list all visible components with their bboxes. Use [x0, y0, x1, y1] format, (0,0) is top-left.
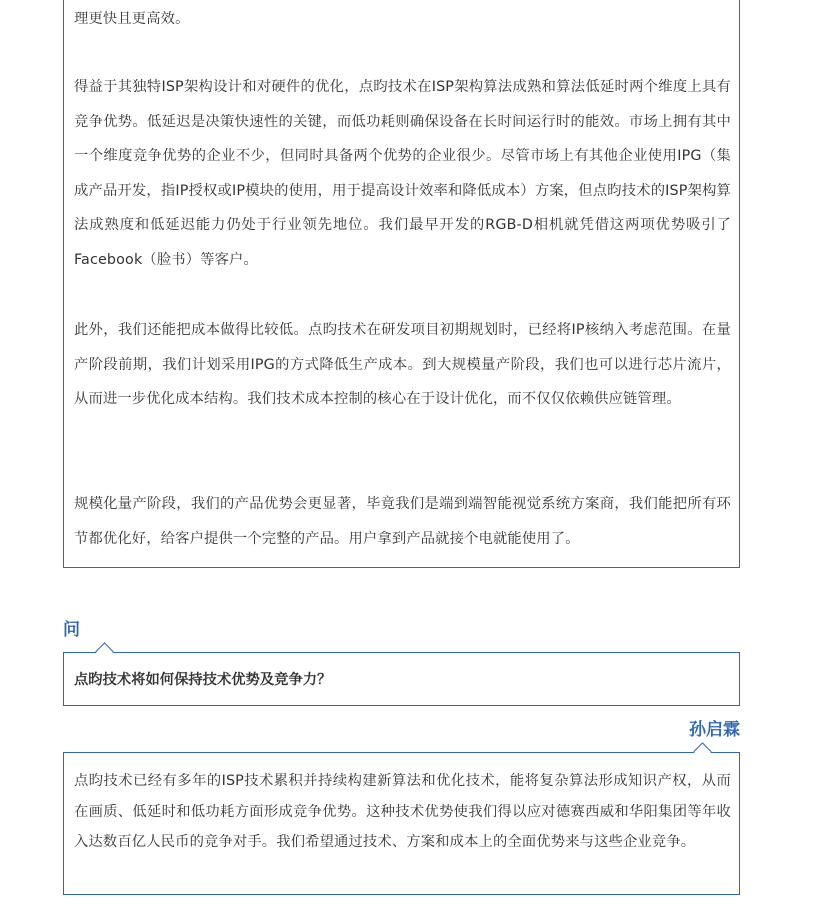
answer-box-1: [63, 0, 740, 568]
question-text: 点昀技术将如何保持技术优势及竞争力？: [74, 672, 332, 688]
question-label: 问: [63, 620, 80, 640]
question-box: [63, 652, 740, 706]
answer-box-2: [63, 752, 740, 895]
question-pointer: [95, 642, 113, 660]
answer-paragraph-1: 理更快且更高效。: [74, 11, 190, 27]
speaker-name: 孙启霖: [689, 720, 740, 740]
answer-paragraph: 点昀技术已经有多年的ISP技术累积并持续构建新算法和优化技术，能将复杂算法形成知识产权，从而在画质、低延时和低功耗方面形成竞争优势。这种技术优势使我们得以应对德赛西威和华阳集团等年收入达数百亿人民币的竞争对手。我们希望通过技术、方案和成本上的全面优势来与这些企业竞争。: [74, 773, 731, 850]
answer-paragraph-4: 规模化量产阶段，我们的产品优势会更显著，毕竟我们是端到端智能视觉系统方案商，我们能把所有环节都优化好，给客户提供一个完整的产品。用户拿到产品就接个电就能使用了。: [74, 496, 731, 547]
answer-paragraph-3: 此外，我们还能把成本做得比较低。点昀技术在研发项目初期规划时，已经将IP核纳入考虑范围。在量产阶段前期，我们计划采用IPG的方式降低生产成本。到大规模量产阶段，我们也可以进行芯片流片，从而进一步优化成本结构。我们技术成本控制的核心在于设计优化，而不仅仅依赖供应链管理。: [74, 322, 731, 407]
answer-pointer: [693, 742, 711, 760]
answer-paragraph-2: 得益于其独特ISP架构设计和对硬件的优化，点昀技术在ISP架构算法成熟和算法低延时两个维度上具有竞争优势。低延迟是决策快速性的关键，而低功耗则确保设备在长时间运行时的能效。市场上拥有其中一个维度竞争优势的企业不少，但同时具备两个优势的企业很少。尽管市场上有其他企业使用IPG（集成产品开发，指IP授权或IP模块的使用，用于提高设计效率和降低成本）方案，但点昀技术的ISP架构算法成熟度和低延迟能力仍处于行业领先地位。我们最早开发的RGB-D相机就凭借这两项优势吸引了Facebook（脸书）等客户。: [74, 79, 731, 268]
